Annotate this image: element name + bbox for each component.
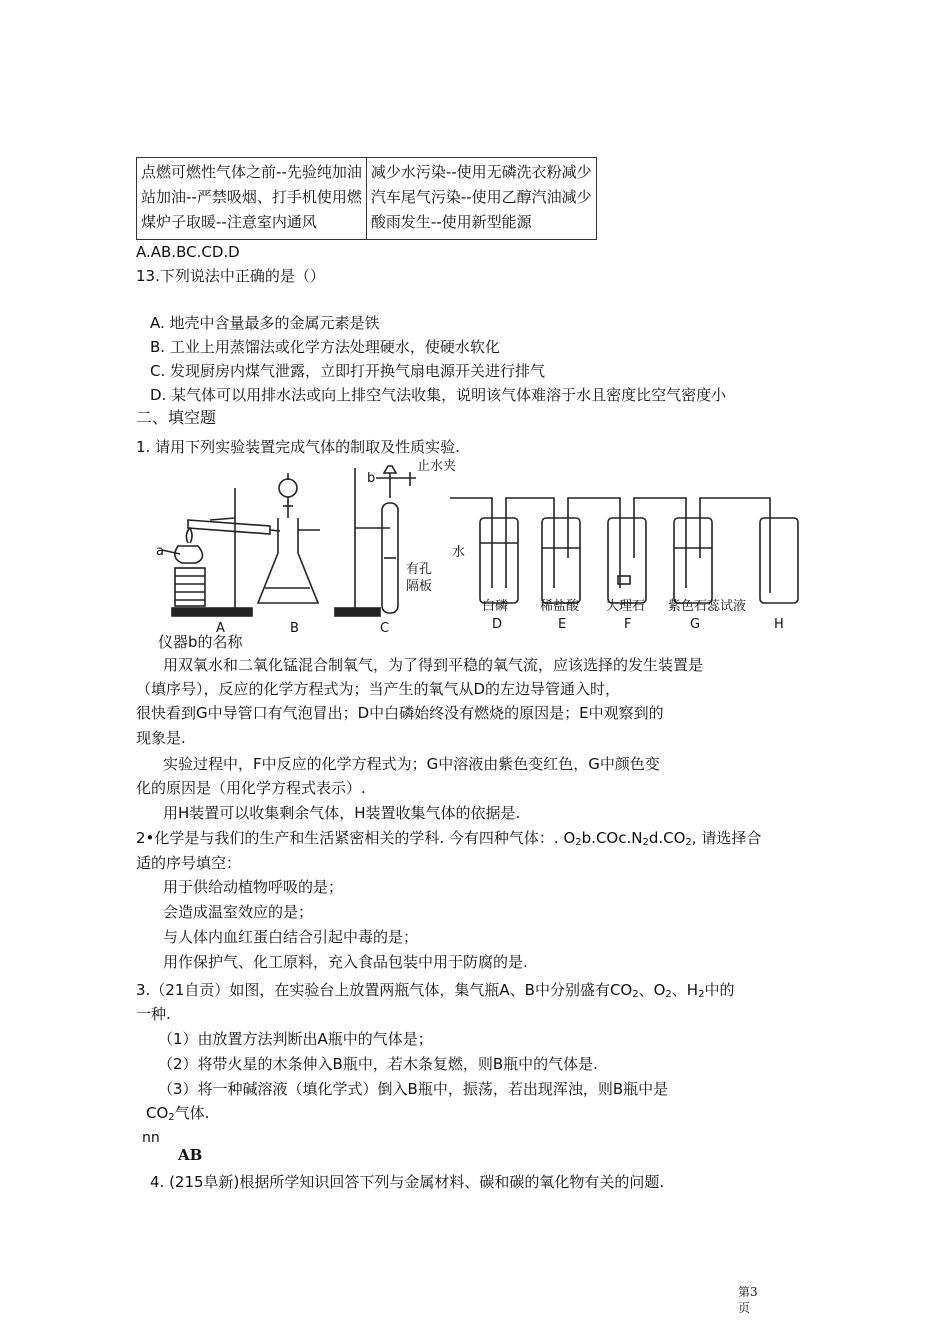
page-number-line: 页 <box>738 1301 751 1315</box>
subscript: 2 <box>642 837 649 848</box>
q1-line: 化的原因是（用化学方程式表示）. <box>136 779 366 797</box>
subscript: 2 <box>685 837 692 848</box>
q13-stem: 13.下列说法中正确的是（） <box>136 267 325 285</box>
svg-text:白磷: 白磷 <box>482 599 509 614</box>
q2-text: b.COc.N <box>581 829 643 847</box>
subscript: 2 <box>168 1112 175 1123</box>
q1-stem: 1. 请用下列实验装置完成气体的制取及性质实验. <box>136 438 460 456</box>
section-heading: 二、填空题 <box>136 408 217 427</box>
svg-text:A: A <box>216 621 225 636</box>
q2-line2: 适的序号填空： <box>136 854 242 872</box>
svg-text:紫色石蕊试液: 紫色石蕊试液 <box>668 599 747 614</box>
q2-item: 与人体内血红蛋白结合引起中毒的是； <box>163 928 419 946</box>
subscript: 2 <box>698 989 705 1000</box>
table-line: 点燃可燃性气体之前--先验纯加油 <box>141 163 362 181</box>
q2-text: , 请选择合 <box>691 829 762 847</box>
table-cell-left <box>137 158 367 240</box>
subscript: 2 <box>632 989 639 1000</box>
table-line: 站加油--严禁吸烟、打手机使用燃 <box>141 188 362 206</box>
q3-text: 、O <box>638 981 666 999</box>
q2-item: 用作保护气、化工原料，充入食品包装中用于防腐的是. <box>163 953 528 971</box>
q2-item: 用于供给动植物呼吸的是； <box>163 878 344 896</box>
q4-stem: 4. (215阜新)根据所学知识回答下列与金属材料、碳和碳的氧化物有关的问题. <box>150 1173 665 1191</box>
svg-text:H: H <box>774 617 784 632</box>
table-line: 汽车尾气污染--使用乙醇汽油减少 <box>370 188 592 206</box>
q3-nn: nn <box>142 1130 160 1146</box>
q13-option-a: A. 地壳中含量最多的金属元素是铁 <box>150 314 380 332</box>
page-number <box>738 1284 758 1316</box>
q13-option-b: B. 工业上用蒸馏法或化学方法处理硬水，使硬水软化 <box>150 338 500 356</box>
q1-line: 很快看到G中导管口有气泡冒出；D中白磷始终没有燃烧的原因是；E中观察到的 <box>136 704 664 722</box>
q1-line: 仪器b的名称 <box>158 633 243 651</box>
q3-text: 中的 <box>704 981 735 999</box>
q1-line: （填序号），反应的化学方程式为；当产生的氧气从D的左边导管通入时， <box>136 680 621 698</box>
apparatus-figure <box>140 458 810 638</box>
q3-text: 、H <box>671 981 699 999</box>
svg-text:稀盐酸: 稀盐酸 <box>540 599 580 614</box>
q3-text: 3.（21自贡）如图，在实验台上放置两瓶气体，集气瓶A、B中分别盛有CO <box>136 981 633 999</box>
q2-text: d.CO <box>648 829 686 847</box>
svg-text:止水夹: 止水夹 <box>417 459 457 474</box>
q1-line: 用H装置可以收集剩余气体，H装置收集气体的依据是. <box>163 804 521 822</box>
q1-line: 实验过程中，F中反应的化学方程式为；G中溶液由紫色变红色，G中颜色变 <box>163 755 660 773</box>
q3-text: CO <box>146 1104 169 1122</box>
q2-line1 <box>136 828 761 853</box>
svg-text:G: G <box>690 617 701 632</box>
svg-text:水: 水 <box>452 545 466 560</box>
table-line: 煤炉子取暖--注意室内通风 <box>141 213 317 231</box>
svg-text:有孔: 有孔 <box>406 562 433 577</box>
q3-ab: AB <box>178 1146 203 1164</box>
q3-line2: 一种. <box>136 1005 171 1023</box>
q2-text: 2•化学是与我们的生产和生活紧密相关的学科. 今有四种气体：. O <box>136 829 576 847</box>
svg-text:隔板: 隔板 <box>406 579 433 594</box>
options-table <box>136 157 597 240</box>
svg-text:F: F <box>624 617 632 632</box>
page-number-line: 第3 <box>738 1285 758 1299</box>
table-cell-right <box>366 158 596 240</box>
table-line: 减少水污染--使用无磷洗衣粉减少 <box>370 163 592 181</box>
q12-options: A.AB.BC.CD.D <box>136 243 240 261</box>
q13-option-d: D. 某气体可以用排水法或向上排空气法收集，说明该气体难溶于水且密度比空气密度小 <box>150 386 727 404</box>
table-line: 酸雨发生--使用新型能源 <box>370 213 532 231</box>
q2-item: 会造成温室效应的是； <box>163 903 314 921</box>
q3-item: （3）将一种碱溶液（填化学式）倒入B瓶中，振荡，若出现浑浊，则B瓶中是 <box>158 1080 669 1098</box>
q3-item: （2）将带火星的木条伸入B瓶中，若木条复燃，则B瓶中的气体是. <box>158 1055 598 1073</box>
q3-item: （1）由放置方法判断出A瓶中的气体是； <box>158 1030 433 1048</box>
svg-text:b: b <box>367 471 376 486</box>
subscript: 2 <box>665 989 672 1000</box>
q3-line1 <box>136 980 734 1005</box>
subscript: 2 <box>575 837 582 848</box>
svg-text:大理石: 大理石 <box>606 599 646 614</box>
q13-option-c: C. 发现厨房内煤气泄露，立即打开换气扇电源开关进行排气 <box>150 362 546 380</box>
q3-co2-line <box>146 1103 209 1128</box>
svg-text:C: C <box>380 621 390 636</box>
q1-line: 用双氧水和二氧化锰混合制氧气，为了得到平稳的氧气流，应该选择的发生装置是 <box>163 656 704 674</box>
q3-text: 气体. <box>174 1104 210 1122</box>
svg-text:a: a <box>156 544 164 559</box>
svg-text:E: E <box>558 617 567 632</box>
svg-text:D: D <box>492 617 503 632</box>
q1-line: 现象是. <box>136 729 186 747</box>
svg-text:B: B <box>290 621 299 636</box>
